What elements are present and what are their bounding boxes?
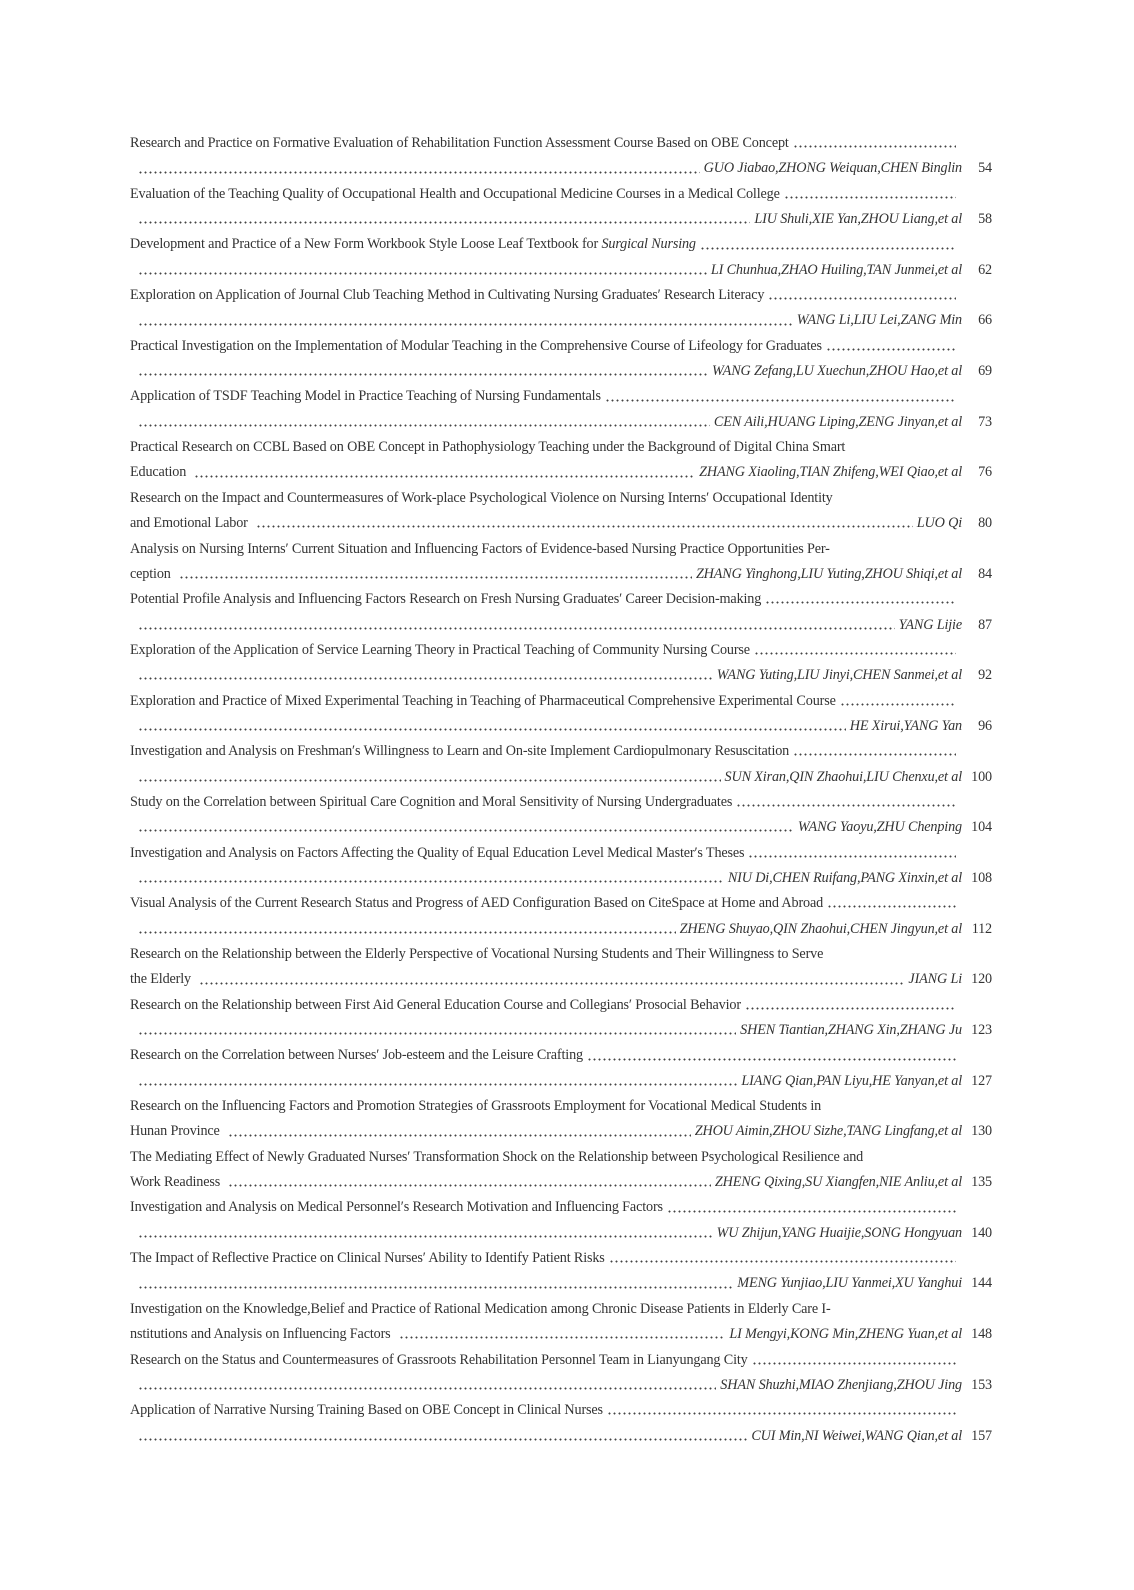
- entry-title[interactable]: The Mediating Effect of Newly Graduated Nurses′ Transformation Shock on the Relationship between Psychological Resilience and: [130, 1148, 864, 1165]
- entry-author-line: [130, 967, 992, 992]
- toc-entry[interactable]: [130, 1297, 992, 1348]
- entry-title-continued[interactable]: and Emotional Labor: [130, 515, 248, 532]
- toc-entry[interactable]: [130, 638, 992, 689]
- toc-entry[interactable]: [130, 1145, 992, 1196]
- entry-title[interactable]: Development and Practice of a New Form Workbook Style Loose Leaf Textbook for: [130, 236, 599, 253]
- entry-authors: JIANG Li: [908, 971, 962, 988]
- dot-leader: [765, 601, 956, 604]
- dot-leader: [667, 1210, 956, 1213]
- dot-leader: [138, 627, 895, 630]
- entry-title-line: [130, 182, 992, 207]
- entry-author-line: [130, 258, 992, 283]
- entry-title[interactable]: Study on the Correlation between Spiritual Care Cognition and Moral Sensitivity of Nursing Undergraduates: [130, 793, 733, 810]
- dot-leader: [179, 576, 692, 579]
- toc-entry[interactable]: [130, 689, 992, 740]
- entry-title-line: [130, 435, 992, 460]
- entry-authors: YANG Lijie: [898, 616, 962, 633]
- entry-authors: WANG Yaoyu,ZHU Chenping: [797, 819, 962, 836]
- dot-leader: [138, 1083, 737, 1086]
- toc-entry[interactable]: [130, 1398, 992, 1449]
- entry-title[interactable]: Practical Investigation on the Implementation of Modular Teaching in the Comprehensive Course of Lifeology for Graduates: [130, 337, 822, 354]
- entry-title-line: [130, 587, 992, 612]
- entry-title[interactable]: Research on the Status and Countermeasures of Grassroots Rehabilitation Personnel Team in Lianyungang City: [130, 1351, 748, 1368]
- entry-title-line: [130, 1195, 992, 1220]
- entry-page-number[interactable]: 104: [971, 819, 992, 836]
- entry-title[interactable]: Exploration on Application of Journal Club Teaching Method in Cultivating Nursing Graduates′ Research Literacy: [130, 287, 765, 304]
- entry-page-number[interactable]: 148: [971, 1326, 992, 1343]
- dot-leader: [605, 399, 956, 402]
- entry-title-continued[interactable]: the Elderly: [130, 971, 191, 988]
- dot-leader: [199, 982, 904, 985]
- dot-leader: [138, 1235, 713, 1238]
- entry-authors: ZHENG Qixing,SU Xiangfen,NIE Anliu,et al: [714, 1174, 962, 1191]
- entry-title-line: [130, 384, 992, 409]
- entry-title-line: [130, 942, 992, 967]
- toc-entry[interactable]: [130, 790, 992, 841]
- toc-entry[interactable]: [130, 283, 992, 334]
- entry-title[interactable]: Practical Research on CCBL Based on OBE Concept in Pathophysiology Teaching under the Background of Digital China Smart: [130, 439, 846, 456]
- entry-page-number[interactable]: 112: [971, 920, 992, 937]
- entry-author-line: [130, 1018, 992, 1043]
- entry-title[interactable]: Research on the Correlation between Nurses′ Job-esteem and the Leisure Crafting: [130, 1047, 583, 1064]
- entry-author-line: [130, 410, 992, 435]
- entry-title[interactable]: Analysis on Nursing Interns′ Current Situation and Influencing Factors of Evidence-based Nursing Practice Opportunities Per-: [130, 540, 830, 557]
- dot-leader: [138, 323, 793, 326]
- entry-authors: CUI Min,NI Weiwei,WANG Qian,et al: [751, 1427, 962, 1444]
- entry-page-number[interactable]: 92: [978, 667, 992, 684]
- toc-entry[interactable]: [130, 1195, 992, 1246]
- toc-entry[interactable]: [130, 384, 992, 435]
- entry-title-line: [130, 1297, 992, 1322]
- entry-title[interactable]: Exploration of the Application of Service Learning Theory in Practical Teaching of Community Nursing Course: [130, 641, 750, 658]
- entry-title[interactable]: Research on the Relationship between the Elderly Perspective of Vocational Nursing Students and Their Willingness to Serve: [130, 946, 824, 962]
- entry-title-line: [130, 1145, 992, 1170]
- entry-authors: ZHOU Aimin,ZHOU Sizhe,TANG Lingfang,et al: [694, 1123, 962, 1140]
- entry-page-number[interactable]: 62: [978, 261, 992, 278]
- entry-title[interactable]: Research on the Influencing Factors and Promotion Strategies of Grassroots Employment for Vocational Medical Students in: [130, 1098, 822, 1115]
- entry-title-line: [130, 993, 992, 1018]
- dot-leader: [748, 855, 956, 858]
- entry-authors: LIANG Qian,PAN Liyu,HE Yanyan,et al: [741, 1072, 962, 1089]
- entry-authors: SUN Xiran,QIN Zhaohui,LIU Chenxu,et al: [724, 768, 962, 785]
- entry-title-italic[interactable]: Surgical Nursing: [601, 236, 696, 253]
- entry-author-line: [130, 562, 992, 587]
- dot-leader: [138, 880, 724, 883]
- dot-leader: [256, 525, 913, 528]
- entry-page-number[interactable]: 157: [971, 1427, 992, 1444]
- toc-entry[interactable]: [130, 587, 992, 638]
- toc-entry[interactable]: [130, 841, 992, 892]
- entry-author-line: [130, 156, 992, 181]
- dot-leader: [138, 221, 750, 224]
- toc-entry[interactable]: [130, 435, 992, 486]
- entry-author-line: [130, 663, 992, 688]
- entry-page-number[interactable]: 100: [971, 768, 992, 785]
- entry-page-number[interactable]: 96: [978, 717, 992, 734]
- entry-authors: WANG Yuting,LIU Jinyi,CHEN Sanmei,et al: [716, 667, 962, 684]
- entry-author-line: [130, 765, 992, 790]
- entry-title-line: [130, 131, 992, 156]
- toc-entry[interactable]: [130, 131, 992, 182]
- entry-title-continued[interactable]: nstitutions and Analysis on Influencing Factors: [130, 1326, 391, 1343]
- entry-title-line: [130, 1398, 992, 1423]
- dot-leader: [138, 1438, 747, 1441]
- entry-author-line: [130, 1322, 992, 1347]
- dot-leader: [138, 1286, 733, 1289]
- entry-title[interactable]: Research and Practice on Formative Evaluation of Rehabilitation Function Assessment Course Based on OBE Concept: [130, 135, 789, 151]
- dot-leader: [700, 247, 956, 250]
- entry-title-line: [130, 334, 992, 359]
- entry-author-line: [130, 460, 992, 485]
- entry-authors: ZHENG Shuyao,QIN Zhaohui,CHEN Jingyun,et al: [679, 920, 962, 937]
- dot-leader: [736, 804, 956, 807]
- entry-title-line: [130, 1043, 992, 1068]
- entry-authors: ZHANG Xiaoling,TIAN Zhifeng,WEI Qiao,et al: [699, 464, 962, 481]
- entry-authors: WANG Zefang,LU Xuechun,ZHOU Hao,et al: [712, 363, 962, 380]
- entry-page-number[interactable]: 66: [978, 312, 992, 329]
- entry-authors: WU Zhijun,YANG Huaijie,SONG Hongyuan: [716, 1224, 962, 1241]
- dot-leader: [138, 829, 794, 832]
- toc-entry[interactable]: [130, 739, 992, 790]
- entry-title-line: [130, 790, 992, 815]
- entry-page-number[interactable]: 127: [971, 1072, 992, 1089]
- dot-leader: [768, 297, 956, 300]
- entry-title[interactable]: Visual Analysis of the Current Research Status and Progress of AED Configuration Based on CiteSpace at Home and Abroad: [130, 895, 824, 912]
- entry-author-line: [130, 1119, 992, 1144]
- entry-author-line: [130, 815, 992, 840]
- dot-leader: [754, 652, 956, 655]
- entry-title[interactable]: Potential Profile Analysis and Influencing Factors Research on Fresh Nursing Graduates′ Career Decision-making: [130, 591, 762, 608]
- entry-author-line: [130, 1424, 992, 1449]
- toc-entry[interactable]: [130, 486, 992, 537]
- entry-author-line: [130, 207, 992, 232]
- dot-leader: [784, 196, 956, 199]
- entry-title[interactable]: The Impact of Reflective Practice on Clinical Nurses′ Ability to Identify Patient Risks: [130, 1250, 605, 1267]
- entry-authors: SHAN Shuzhi,MIAO Zhenjiang,ZHOU Jing: [720, 1376, 962, 1393]
- dot-leader: [840, 703, 956, 706]
- entry-authors: LI Mengyi,KONG Min,ZHENG Yuan,et al: [729, 1326, 962, 1343]
- toc-entry[interactable]: [130, 891, 992, 942]
- entry-title[interactable]: Application of Narrative Nursing Training Based on OBE Concept in Clinical Nurses: [130, 1402, 603, 1419]
- entry-authors: ZHANG Yinghong,LIU Yuting,ZHOU Shiqi,et al: [695, 565, 962, 582]
- entry-title-line: [130, 537, 992, 562]
- dot-leader: [138, 272, 707, 275]
- toc-entry[interactable]: [130, 232, 992, 283]
- toc-entry[interactable]: [130, 537, 992, 588]
- toc-entry[interactable]: [130, 1246, 992, 1297]
- entry-author-line: [130, 1271, 992, 1296]
- entry-title-line: [130, 739, 992, 764]
- dot-leader: [752, 1362, 956, 1365]
- dot-leader: [138, 728, 846, 731]
- entry-title-line: [130, 283, 992, 308]
- entry-page-number[interactable]: 130: [971, 1123, 992, 1140]
- entry-page-number[interactable]: 140: [971, 1224, 992, 1241]
- dot-leader: [138, 677, 713, 680]
- entry-page-number[interactable]: 76: [978, 464, 992, 481]
- entry-page-number[interactable]: 80: [978, 515, 992, 532]
- entry-page-number[interactable]: 144: [971, 1275, 992, 1292]
- dot-leader: [745, 1007, 956, 1010]
- dot-leader: [607, 1412, 956, 1415]
- entry-title-line: [130, 689, 992, 714]
- entry-authors: WANG Li,LIU Lei,ZANG Min: [796, 312, 962, 329]
- dot-leader: [138, 931, 676, 934]
- dot-leader: [826, 348, 956, 351]
- entry-authors: MENG Yunjiao,LIU Yanmei,XU Yanghui: [737, 1275, 962, 1292]
- entry-author-line: [130, 308, 992, 333]
- toc-entry[interactable]: [130, 334, 992, 385]
- entry-title[interactable]: Investigation and Analysis on Freshman′s Willingness to Learn and On-site Implement Cardiopulmonary Resuscitation: [130, 743, 790, 760]
- table-of-contents: [130, 131, 992, 1449]
- entry-page-number[interactable]: 123: [971, 1022, 992, 1039]
- entry-page-number[interactable]: 135: [971, 1174, 992, 1191]
- entry-title-line: [130, 232, 992, 257]
- dot-leader: [138, 1032, 736, 1035]
- entry-title-continued[interactable]: Education: [130, 464, 187, 481]
- dot-leader: [793, 753, 956, 756]
- entry-title[interactable]: Application of TSDF Teaching Model in Practice Teaching of Nursing Fundamentals: [130, 388, 601, 405]
- toc-entry[interactable]: [130, 182, 992, 233]
- toc-entry[interactable]: [130, 993, 992, 1044]
- entry-author-line: [130, 917, 992, 942]
- entry-author-line: [130, 1170, 992, 1195]
- dot-leader: [793, 145, 956, 148]
- entry-title-line: [130, 1094, 992, 1119]
- entry-title[interactable]: Investigation on the Knowledge,Belief and Practice of Rational Medication among Chronic Disease Patients in Elderly Care I-: [130, 1300, 831, 1317]
- entry-title-continued[interactable]: Hunan Province: [130, 1123, 220, 1140]
- entry-title-line: [130, 841, 992, 866]
- entry-author-line: [130, 613, 992, 638]
- dot-leader: [827, 905, 956, 908]
- dot-leader: [138, 373, 708, 376]
- toc-entry[interactable]: [130, 1348, 992, 1399]
- entry-page-number[interactable]: 84: [978, 565, 992, 582]
- dot-leader: [228, 1134, 691, 1137]
- entry-authors: LI Chunhua,ZHAO Huiling,TAN Junmei,et al: [710, 261, 962, 278]
- entry-author-line: [130, 359, 992, 384]
- entry-title[interactable]: Evaluation of the Teaching Quality of Occupational Health and Occupational Medicine Courses in a Medical College: [130, 185, 780, 202]
- dot-leader: [609, 1260, 956, 1263]
- entry-author-line: [130, 1373, 992, 1398]
- entry-title-continued[interactable]: Work Readiness: [130, 1174, 221, 1191]
- dot-leader: [587, 1058, 956, 1061]
- dot-leader: [138, 779, 721, 782]
- entry-page-number[interactable]: 54: [978, 160, 992, 177]
- entry-title-line: [130, 1348, 992, 1373]
- entry-page-number[interactable]: 58: [978, 211, 992, 228]
- entry-authors: HE Xirui,YANG Yan: [849, 717, 962, 734]
- entry-authors: CEN Aili,HUANG Liping,ZENG Jinyan,et al: [713, 413, 962, 430]
- toc-entry[interactable]: [130, 1043, 992, 1094]
- entry-title-line: [130, 486, 992, 511]
- entry-author-line: [130, 714, 992, 739]
- entry-title[interactable]: Research on the Relationship between First Aid General Education Course and Collegians′ Prosocial Behavior: [130, 996, 741, 1013]
- entry-title[interactable]: Research on the Impact and Countermeasures of Work-place Psychological Violence on Nursing Interns′ Occupational Identity: [130, 489, 833, 506]
- entry-title-continued[interactable]: ception: [130, 565, 171, 582]
- dot-leader: [138, 424, 710, 427]
- entry-authors: NIU Di,CHEN Ruifang,PANG Xinxin,et al: [727, 869, 962, 886]
- entry-title[interactable]: Exploration and Practice of Mixed Experimental Teaching in Teaching of Pharmaceutical Comprehensive Experimental Course: [130, 692, 836, 709]
- dot-leader: [194, 475, 695, 478]
- entry-authors: LIU Shuli,XIE Yan,ZHOU Liang,et al: [754, 211, 962, 228]
- entry-author-line: [130, 866, 992, 891]
- toc-entry[interactable]: [130, 942, 992, 993]
- entry-title-line: [130, 891, 992, 916]
- toc-entry[interactable]: [130, 1094, 992, 1145]
- entry-authors: LUO Qi: [916, 515, 962, 532]
- entry-author-line: [130, 511, 992, 536]
- entry-page-number[interactable]: 108: [971, 869, 992, 886]
- entry-page-number[interactable]: 120: [971, 971, 992, 988]
- entry-title[interactable]: Investigation and Analysis on Factors Affecting the Quality of Equal Education Level Medical Master′s Theses: [130, 844, 745, 861]
- entry-page-number[interactable]: 87: [978, 616, 992, 633]
- dot-leader: [138, 171, 700, 174]
- entry-author-line: [130, 1069, 992, 1094]
- entry-authors: GUO Jiabao,ZHONG Weiquan,CHEN Binglin: [703, 160, 962, 177]
- entry-authors: SHEN Tiantian,ZHANG Xin,ZHANG Ju: [740, 1022, 962, 1039]
- entry-title[interactable]: Investigation and Analysis on Medical Personnel′s Research Motivation and Influencing Factors: [130, 1199, 663, 1216]
- entry-page-number[interactable]: 73: [978, 413, 992, 430]
- entry-title-line: [130, 638, 992, 663]
- dot-leader: [399, 1336, 726, 1339]
- entry-page-number[interactable]: 69: [978, 363, 992, 380]
- entry-author-line: [130, 1221, 992, 1246]
- dot-leader: [138, 1387, 716, 1390]
- dot-leader: [228, 1184, 711, 1187]
- entry-page-number[interactable]: 153: [971, 1376, 992, 1393]
- entry-title-line: [130, 1246, 992, 1271]
